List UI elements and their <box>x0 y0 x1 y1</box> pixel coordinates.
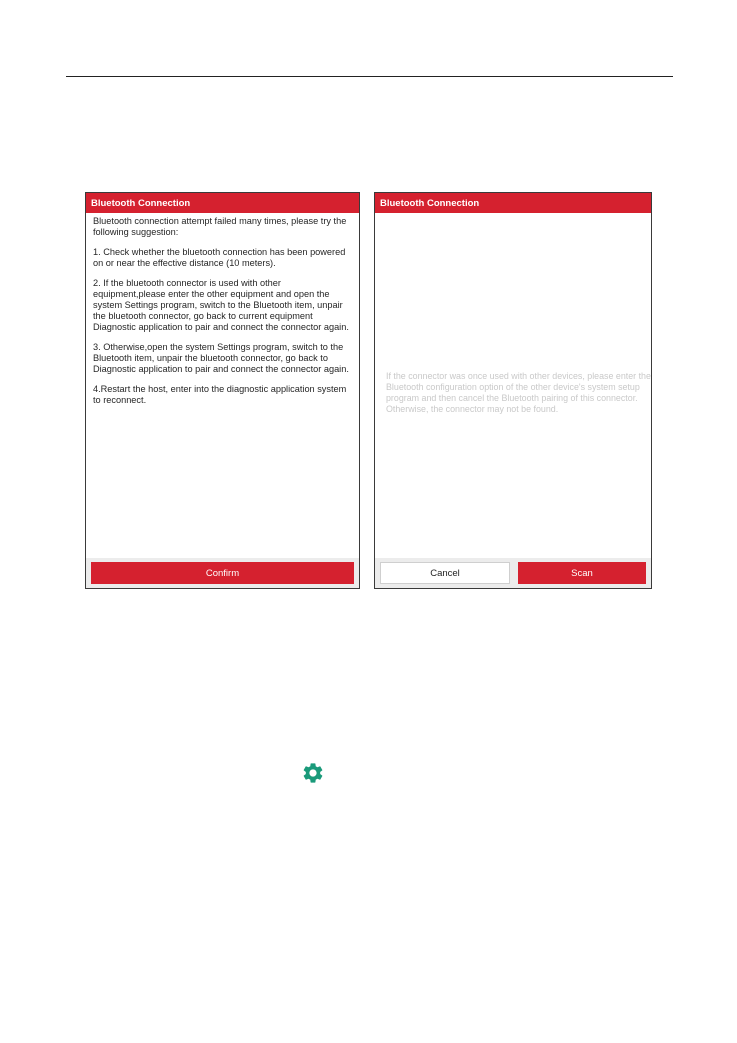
suggestion-step-3: 3. Otherwise,open the system Settings program, switch to the Bluetooth item, unpair the bluetooth connector, go back to Diagnostic application to pair and connect the connector again. <box>93 342 349 374</box>
confirm-button[interactable]: Confirm <box>91 562 354 584</box>
dialog-footer <box>86 558 359 588</box>
suggestion-step-2: 2. If the bluetooth connector is used with other equipment,please enter the other equipment and open the system Settings program, switch to the Bluetooth item, unpair the bluetooth connector, go back to current equipment Diagnostic application to pair and connect the connector again. <box>93 278 349 332</box>
scan-button[interactable]: Scan <box>518 562 646 584</box>
bluetooth-failed-dialog <box>85 192 360 589</box>
intro-text: Bluetooth connection attempt failed many times, please try the following suggestion: <box>93 216 347 237</box>
cancel-button[interactable]: Cancel <box>380 562 510 584</box>
scan-hint-text: If the connector was once used with other devices, please enter the Bluetooth configuration option of the other device's system setup program and then cancel the Bluetooth pairing of this connector. Otherwise, the connector may not be found. <box>386 371 651 414</box>
header-rule <box>66 76 673 77</box>
suggestion-step-4: 4.Restart the host, enter into the diagnostic application system to reconnect. <box>93 384 347 405</box>
bluetooth-scan-dialog <box>374 192 652 589</box>
dialog-message <box>86 213 359 406</box>
dialog-footer <box>375 558 651 588</box>
gear-icon <box>301 761 325 785</box>
dialog-title: Bluetooth Connection <box>375 193 651 213</box>
suggestion-step-1: 1. Check whether the bluetooth connection has been powered on or near the effective distance (10 meters). <box>93 247 346 268</box>
dialog-title: Bluetooth Connection <box>86 193 359 213</box>
